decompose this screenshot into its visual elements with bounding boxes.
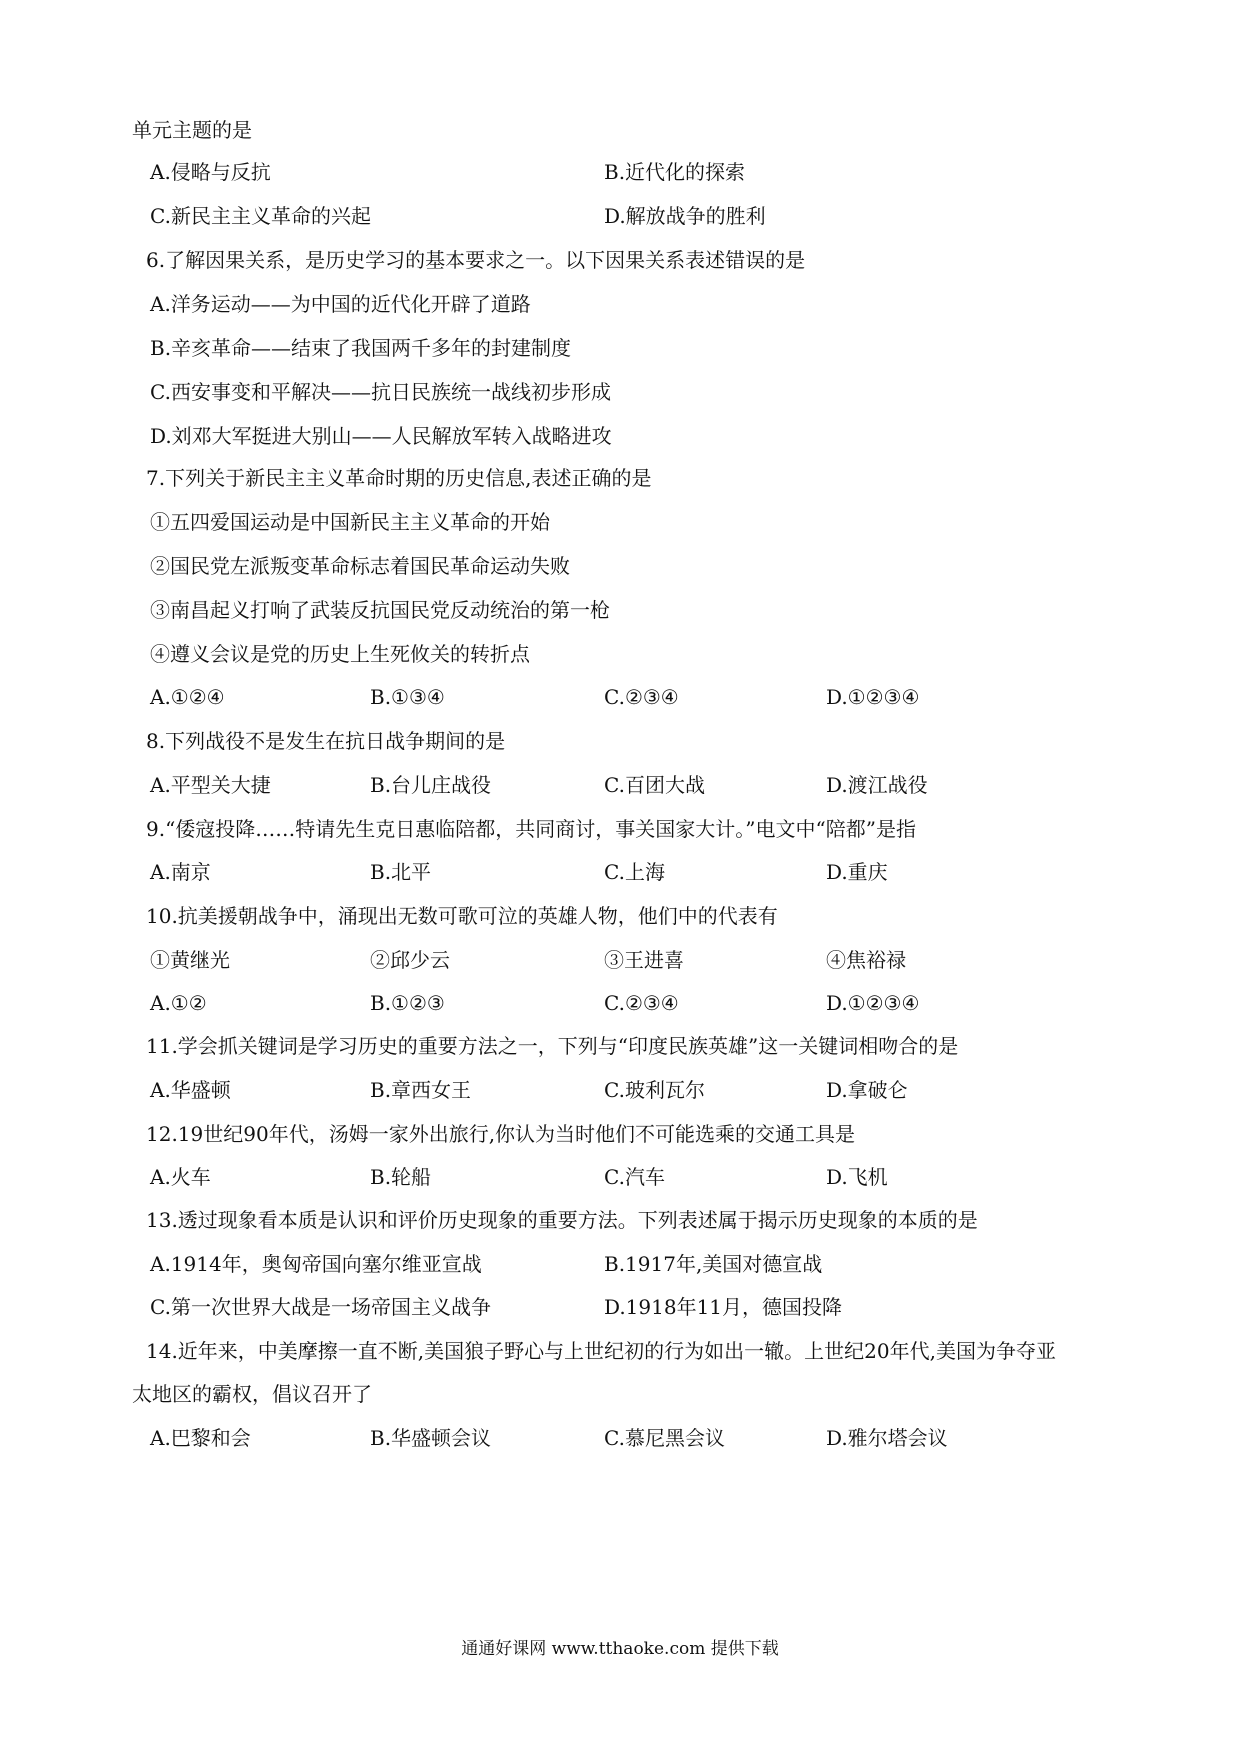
q11-stem: 11.学会抓关键词是学习历史的重要方法之一，下列与“印度民族英雄”这一关键词相吻合的是: [146, 1034, 959, 1058]
q11-option-b: B.章西女王: [370, 1078, 472, 1102]
q7-option-c: C.②③④: [604, 685, 679, 709]
q11-option-d: D.拿破仑: [826, 1078, 908, 1102]
q10-item-3: ③王进喜: [604, 948, 684, 972]
q7-item-2: ②国民党左派叛变革命标志着国民革命运动失败: [150, 554, 570, 578]
q14-stem-line-1: 14.近年来，中美摩擦一直不断,美国狼子野心与上世纪初的行为如出一辙。上世纪20年代,美国为争夺亚: [146, 1339, 1056, 1363]
q9-option-c: C.上海: [604, 860, 665, 884]
q8-option-d: D.渡江战役: [826, 773, 928, 797]
q12-option-c: C.汽车: [604, 1165, 665, 1189]
q5-option-b: B.近代化的探索: [604, 160, 746, 184]
q6-option-a: A.洋务运动——为中国的近代化开辟了道路: [150, 292, 531, 316]
q12-option-a: A.火车: [150, 1165, 211, 1189]
q11-option-c: C.玻利瓦尔: [604, 1078, 705, 1102]
q7-stem: 7.下列关于新民主主义革命时期的历史信息,表述正确的是: [146, 466, 652, 490]
q14-stem-line-2: 太地区的霸权，倡议召开了: [132, 1382, 372, 1406]
q14-option-a: A.巴黎和会: [150, 1426, 251, 1450]
q8-stem: 8.下列战役不是发生在抗日战争期间的是: [146, 729, 506, 753]
q10-option-c: C.②③④: [604, 991, 679, 1015]
q9-option-a: A.南京: [150, 860, 211, 884]
q12-stem: 12.19世纪90年代，汤姆一家外出旅行,你认为当时他们不可能选乘的交通工具是: [146, 1122, 856, 1146]
q13-option-c: C.第一次世界大战是一场帝国主义战争: [150, 1295, 491, 1319]
page-footer: 通通好课网 www.tthaoke.com 提供下载: [461, 1639, 779, 1659]
q9-stem: 9.“倭寇投降……特请先生克日惠临陪都，共同商讨，事关国家大计。”电文中“陪都”是指: [146, 817, 916, 841]
q13-option-d: D.1918年11月，德国投降: [604, 1295, 843, 1319]
q10-option-a: A.①②: [150, 991, 207, 1015]
q8-option-a: A.平型关大捷: [150, 773, 271, 797]
q5-option-a: A.侵略与反抗: [150, 160, 271, 184]
question-continuation: 单元主题的是: [132, 118, 252, 142]
q6-option-c: C.西安事变和平解决——抗日民族统一战线初步形成: [150, 380, 611, 404]
q7-item-1: ①五四爱国运动是中国新民主主义革命的开始: [150, 510, 550, 534]
q6-option-d: D.刘邓大军挺进大别山——人民解放军转入战略进攻: [150, 424, 612, 448]
q14-option-b: B.华盛顿会议: [370, 1426, 492, 1450]
q7-option-a: A.①②④: [150, 685, 225, 709]
q12-option-d: D.飞机: [826, 1165, 888, 1189]
q5-option-c: C.新民主主义革命的兴起: [150, 204, 371, 228]
q10-stem: 10.抗美援朝战争中，涌现出无数可歌可泣的英雄人物，他们中的代表有: [146, 904, 778, 928]
q5-option-d: D.解放战争的胜利: [604, 204, 766, 228]
q7-option-b: B.①③④: [370, 685, 445, 709]
q12-option-b: B.轮船: [370, 1165, 432, 1189]
q11-option-a: A.华盛顿: [150, 1078, 231, 1102]
q6-option-b: B.辛亥革命——结束了我国两千多年的封建制度: [150, 336, 572, 360]
q9-option-b: B.北平: [370, 860, 432, 884]
q7-option-d: D.①②③④: [826, 685, 920, 709]
q7-item-3: ③南昌起义打响了武装反抗国民党反动统治的第一枪: [150, 598, 610, 622]
q10-option-b: B.①②③: [370, 991, 445, 1015]
q8-option-c: C.百团大战: [604, 773, 705, 797]
q13-stem: 13.透过现象看本质是认识和评价历史现象的重要方法。下列表述属于揭示历史现象的本质的是: [146, 1208, 978, 1232]
q13-option-b: B.1917年,美国对德宣战: [604, 1252, 823, 1276]
q7-item-4: ④遵义会议是党的历史上生死攸关的转折点: [150, 642, 530, 666]
q14-option-d: D.雅尔塔会议: [826, 1426, 948, 1450]
q6-stem: 6.了解因果关系，是历史学习的基本要求之一。以下因果关系表述错误的是: [146, 248, 806, 272]
q10-item-1: ①黄继光: [150, 948, 230, 972]
q10-item-4: ④焦裕禄: [826, 948, 906, 972]
q10-option-d: D.①②③④: [826, 991, 920, 1015]
q14-option-c: C.慕尼黑会议: [604, 1426, 725, 1450]
q13-option-a: A.1914年，奥匈帝国向塞尔维亚宣战: [150, 1252, 482, 1276]
q10-item-2: ②邱少云: [370, 948, 450, 972]
q9-option-d: D.重庆: [826, 860, 888, 884]
q8-option-b: B.台儿庄战役: [370, 773, 492, 797]
